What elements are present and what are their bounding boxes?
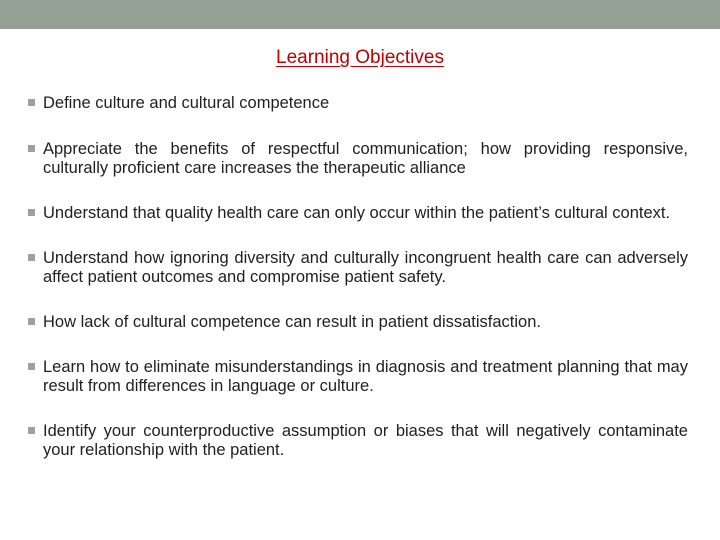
objective-item (28, 358, 688, 396)
header-bar (0, 0, 720, 29)
objective-text: Appreciate the benefits of respectful communication; how providing responsive, culturally proficient care increases the therapeutic alliance (43, 140, 688, 177)
objective-item (28, 313, 688, 332)
objective-text: Learn how to eliminate misunderstandings in diagnosis and treatment planning that may result from differences in language or culture. (43, 358, 688, 395)
bullet-square-icon (28, 427, 35, 434)
bullet-square-icon (28, 363, 35, 370)
bullet-square-icon (28, 99, 35, 106)
objective-text: Define culture and cultural competence (43, 94, 330, 112)
bullet-square-icon (28, 318, 35, 325)
objective-text: Understand that quality health care can only occur within the patient’s cultural context. (43, 204, 671, 222)
objective-text: How lack of cultural competence can result in patient dissatisfaction. (43, 313, 541, 331)
bullet-square-icon (28, 254, 35, 261)
objective-item (28, 249, 688, 287)
bullet-square-icon (28, 145, 35, 152)
slide-title: Learning Objectives (276, 47, 444, 68)
bullet-square-icon (28, 209, 35, 216)
objective-text: Identify your counterproductive assumption or biases that will negatively contaminate your relationship with the patient. (43, 422, 688, 459)
objective-text: Understand how ignoring diversity and culturally incongruent health care can adversely affect patient outcomes and compromise patient safety. (43, 249, 688, 286)
objective-item (28, 140, 688, 178)
objective-item (28, 422, 688, 460)
objective-item (28, 94, 688, 113)
objectives-list (28, 94, 688, 460)
objective-item (28, 204, 688, 223)
